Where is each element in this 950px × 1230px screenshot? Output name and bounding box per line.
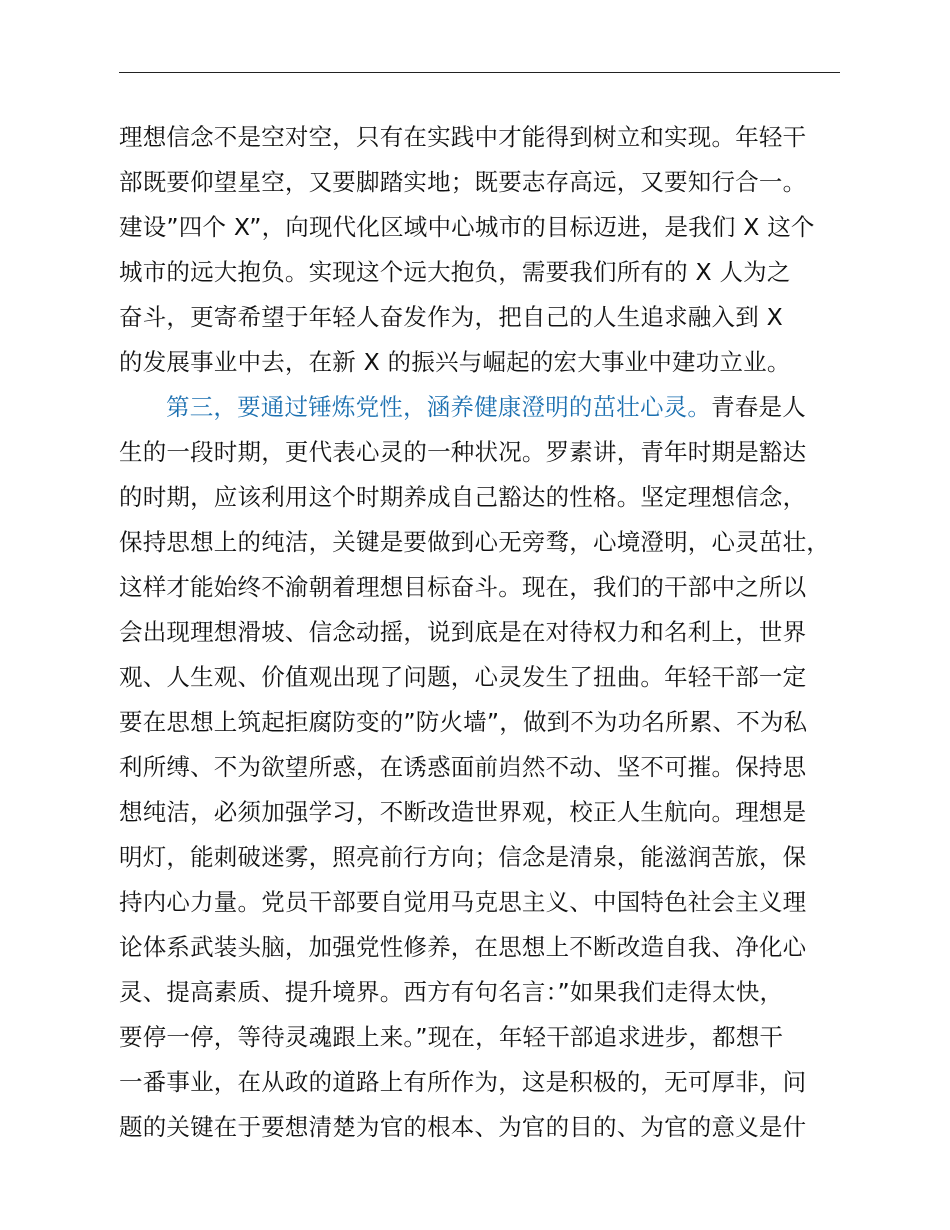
document-body [119,115,879,1150]
paragraph-2-line: 要在思想上筑起拒腐防变的”防火墙”，做到不为功名所累、不为私 [119,708,808,736]
paragraph-2-line: 持内心力量。党员干部要自觉用马克思主义、中国特色社会主义理 [119,888,807,916]
paragraph-2-line: 利所缚、不为欲望所惑，在诱惑面前岿然不动、坚不可摧。保持思 [119,753,807,781]
paragraph-2-line: 题的关键在于要想清楚为官的根本、为官的目的、为官的意义是什 [119,1113,807,1141]
paragraph-2-first-line [119,385,879,430]
paragraph-2 [119,385,879,1150]
section-heading: 第三，要通过锤炼党性，涵养健康澄明的茁壮心灵。 [166,393,712,421]
paragraph-2-line: 这样才能始终不渝朝着理想目标奋斗。现在，我们的干部中之所以 [119,573,807,601]
paragraph-2-line: 论体系武装头脑，加强党性修养，在思想上不断改造自我、净化心 [119,933,807,961]
paragraph-1-line: 奋斗，更寄希望于年轻人奋发作为，把自己的人生追求融入到 X [119,303,783,331]
paragraph-1-line: 的发展事业中去，在新 X 的振兴与崛起的宏大事业中建功立业。 [119,348,791,376]
paragraph-1-line: 建设”四个 X”，向现代化区域中心城市的目标迈进，是我们 X 这个 [119,213,815,241]
paragraph-2-line: 观、人生观、价值观出现了问题，心灵发生了扭曲。年轻干部一定 [119,663,807,691]
paragraph-2-line: 保持思想上的纯洁，关键是要做到心无旁骛，心境澄明，心灵茁壮， [119,528,830,556]
paragraph-1-line: 城市的远大抱负。实现这个远大抱负，需要我们所有的 X 人为之 [119,258,791,286]
paragraph-2-first-line-rest: 青春是人 [711,393,806,421]
paragraph-2-line: 灵、提高素质、提升境界。西方有句名言：”如果我们走得太快， [119,978,784,1006]
paragraph-2-line: 的时期，应该利用这个时期养成自己豁达的性格。坚定理想信念， [119,483,807,511]
paragraph-2-line: 要停一停，等待灵魂跟上来。”现在，年轻干部追求进步，都想干 [119,1023,784,1051]
paragraph-2-line: 会出现理想滑坡、信念动摇，说到底是在对待权力和名利上，世界 [119,618,807,646]
paragraph-1-line: 部既要仰望星空，又要脚踏实地；既要志存高远，又要知行合一。 [119,168,807,196]
paragraph-2-line: 一番事业，在从政的道路上有所作为，这是积极的，无可厚非，问 [119,1068,807,1096]
paragraph-2-line: 想纯洁，必须加强学习，不断改造世界观，校正人生航向。理想是 [119,798,807,826]
paragraph-2-line: 明灯，能刺破迷雾，照亮前行方向；信念是清泉，能滋润苦旅，保 [119,843,807,871]
header-rule [119,72,840,73]
paragraph-2-line: 生的一段时期，更代表心灵的一种状况。罗素讲，青年时期是豁达 [119,438,807,466]
paragraph-1-line: 理想信念不是空对空，只有在实践中才能得到树立和实现。年轻干 [119,123,807,151]
paragraph-1 [119,115,879,385]
